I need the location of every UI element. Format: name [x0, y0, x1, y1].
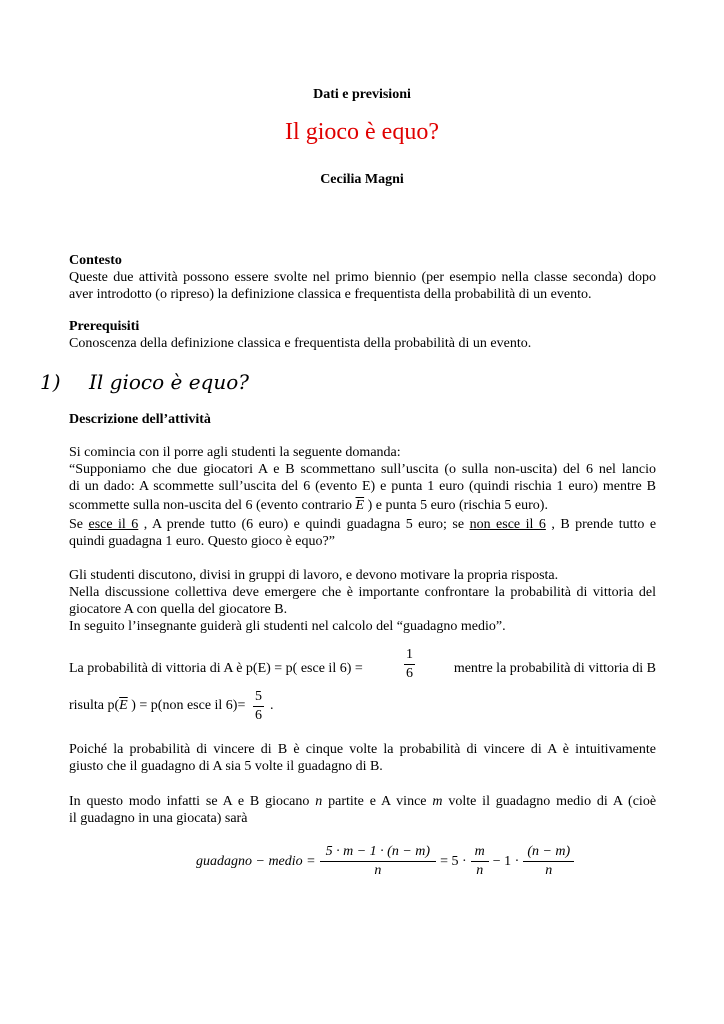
- section-title: Il gioco è equo?: [89, 370, 249, 394]
- prob-b-line: [69, 697, 245, 714]
- prob-b-numerator: 5: [253, 688, 264, 707]
- discussion-line-3: giocatore A con quella del giocatore B.: [69, 602, 288, 617]
- contesto-heading: Contesto: [69, 253, 122, 268]
- contesto-line-2: aver introdotto (o ripreso) la definizione classica e frequentista della probabilità di un evento.: [69, 287, 592, 302]
- formula-lhs: guadagno − medio =: [196, 853, 316, 869]
- formula-fraction-3: [523, 843, 574, 880]
- modo-line-1-end: volte il guadagno medio di A (cioè: [448, 794, 657, 809]
- question-line-1: “Supponiamo che due giocatori A e B scommettano sull’uscita (o sulla non-uscita) del 6 nel lancio: [69, 462, 656, 477]
- question-line-3: [69, 497, 548, 514]
- non-esce-il-6-underlined: non esce il 6: [469, 517, 546, 532]
- risulta-middle: ) = p(non esce il 6)=: [131, 698, 246, 713]
- modo-line-1-middle: partite e A vince: [328, 794, 427, 809]
- formula-fraction-2: [471, 843, 489, 880]
- prob-a-fraction: [404, 646, 415, 683]
- event-complement-E: $\overline{E}$: [355, 498, 365, 513]
- formula-f1-num: 5 · m − 1 · (n − m): [320, 843, 436, 862]
- formula-minus: − 1 ·: [492, 853, 520, 869]
- question-line-2: di un dado: A scommette sull’uscita del 6 (evento E) e punta 1 euro (quindi rischia 1 euro) mentre B: [69, 479, 656, 494]
- prerequisiti-heading: Prerequisiti: [69, 319, 140, 334]
- formula-f3-num: (n − m): [523, 843, 574, 862]
- modo-line-2: il guadagno in una giocata) sarà: [69, 811, 248, 826]
- series-label: Dati e previsioni: [313, 87, 411, 102]
- modo-line-1: [69, 793, 656, 810]
- question-line-4-end: , B prende tutto e: [551, 517, 657, 532]
- prob-a-text: La probabilità di vittoria di A è p(E) = p( esce il 6) =: [69, 661, 363, 676]
- document-title: Il gioco è equo?: [285, 119, 439, 145]
- question-line-4-se: Se: [69, 517, 83, 532]
- author-name: Cecilia Magni: [320, 172, 404, 187]
- descrizione-heading: Descrizione dell’attività: [69, 412, 211, 427]
- question-line-4: [69, 516, 656, 533]
- risulta-start: risulta p(: [69, 698, 120, 713]
- esce-il-6-underlined: esce il 6: [88, 517, 139, 532]
- formula-f1-den: n: [374, 863, 382, 878]
- question-line-3-end: ) e punta 5 euro (rischia 5 euro).: [367, 498, 548, 513]
- prob-b-fraction: [253, 688, 264, 725]
- modo-line-1-start: In questo modo infatti se A e B giocano: [69, 794, 310, 809]
- variable-m: m: [432, 794, 443, 809]
- prob-a-denominator: 6: [406, 666, 413, 681]
- contesto-line-1: Queste due attività possono essere svolte nel primo biennio (per esempio nella classe seconda) dopo: [69, 270, 656, 285]
- poiche-line-1: Poiché la probabilità di vincere di B è cinque volte la probabilità di vincere di A è intuitivamente: [69, 742, 656, 757]
- formula-fraction-1: [320, 843, 436, 880]
- question-line-5: quindi guadagna 1 euro. Questo gioco è equo?”: [69, 534, 335, 549]
- formula-f2-num: m: [471, 843, 489, 862]
- prob-b-denominator: 6: [255, 708, 262, 723]
- prob-b-period: .: [270, 698, 274, 713]
- discussion-line-2: Nella discussione collettiva deve emergere che è importante confrontare la probabilità di vittoria del: [69, 585, 656, 600]
- question-line-4-middle: , A prende tutto (6 euro) e quindi guadagna 5 euro; se: [143, 517, 465, 532]
- prob-a-numerator: 1: [404, 646, 415, 665]
- formula-f3-den: n: [545, 863, 553, 878]
- discussion-line-1: Gli studenti discutono, divisi in gruppi di lavoro, e devono motivare la propria risposta.: [69, 568, 559, 583]
- guadagno-formula: [196, 843, 574, 880]
- discussion-line-4: In seguito l’insegnante guiderà gli studenti nel calcolo del “guadagno medio”.: [69, 619, 506, 634]
- prob-b-intro: mentre la probabilità di vittoria di B: [453, 661, 656, 676]
- prerequisiti-text: Conoscenza della definizione classica e frequentista della probabilità di un evento.: [69, 336, 532, 351]
- event-complement-E-2: $\overline{E}$: [119, 698, 128, 713]
- question-line-3-start: scommette sulla non-uscita del 6 (evento contrario: [69, 498, 353, 513]
- descrizione-intro: Si comincia con il porre agli studenti la seguente domanda:: [69, 445, 401, 460]
- variable-n: n: [315, 794, 323, 809]
- section-number: 1): [40, 370, 61, 394]
- formula-eq2: = 5 ·: [440, 853, 467, 869]
- formula-f2-den: n: [476, 863, 484, 878]
- poiche-line-2: giusto che il guadagno di A sia 5 volte il guadagno di B.: [69, 759, 383, 774]
